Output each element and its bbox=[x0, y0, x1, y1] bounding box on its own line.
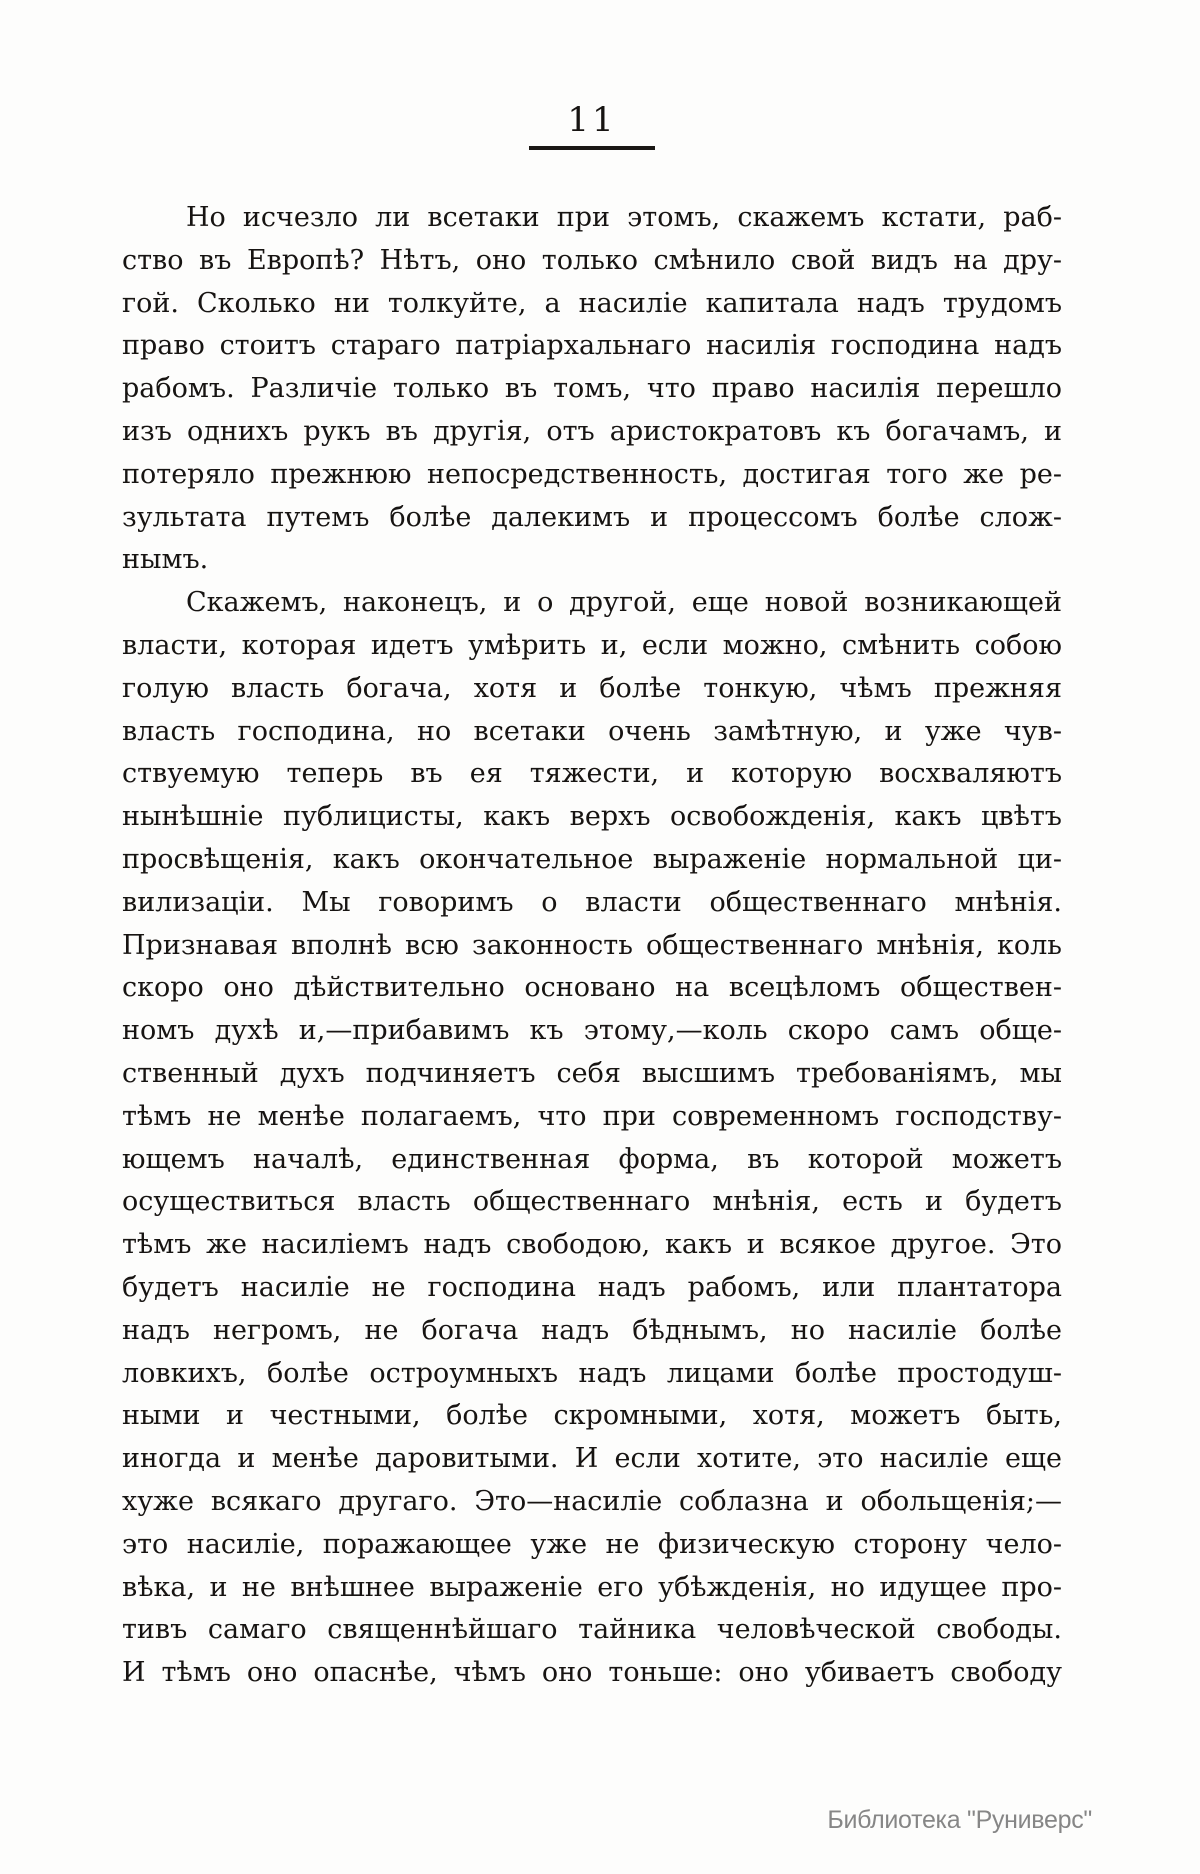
text-line: потеряло прежнюю непосредственность, достигая того же ре- bbox=[122, 458, 1062, 490]
text-line: голую власть богача, хотя и болѣе тонкую, чѣмъ прежняя bbox=[122, 672, 1062, 704]
page-number: 11 bbox=[529, 100, 654, 150]
text-line: гой. Сколько ни толкуйте, а насиліе капитала надъ трудомъ bbox=[122, 287, 1062, 319]
page-header bbox=[122, 100, 1062, 150]
text-line: иногда и менѣе даровитыми. И если хотите, это насиліе еще bbox=[122, 1443, 1062, 1475]
text-line: вѣка, и не внѣшнее выраженіе его убѣжденія, но идущее про- bbox=[122, 1571, 1062, 1603]
watermark: Библиотека "Руниверс" bbox=[827, 1806, 1092, 1834]
text-line: тивъ самаго священнѣйшаго тайника человѣческой свободы. bbox=[122, 1614, 1062, 1646]
text-line: Скажемъ, наконецъ, и о другой, еще новой возникающей bbox=[186, 587, 1062, 619]
text-line: будетъ насиліе не господина надъ рабомъ, или плантатора bbox=[122, 1271, 1062, 1303]
text-line: ловкихъ, болѣе остроумныхъ надъ лицами болѣе простодуш- bbox=[122, 1357, 1062, 1389]
text-line: ными и честными, болѣе скромными, хотя, можетъ быть, bbox=[122, 1400, 1062, 1432]
text-line: власть господина, но всетаки очень замѣтную, и уже чув- bbox=[122, 715, 1062, 747]
text-line: Признавая вполнѣ всю законность общественнаго мнѣнія, коль bbox=[122, 929, 1062, 961]
text-line: хуже всякаго другаго. Это—насиліе соблазна и обольщенія;— bbox=[122, 1485, 1062, 1517]
text-line: вилизаціи. Мы говоримъ о власти общественнаго мнѣнія. bbox=[122, 886, 1062, 918]
text-line: тѣмъ не менѣе полагаемъ, что при современномъ господству- bbox=[122, 1100, 1062, 1132]
text-line: нынѣшніе публицисты, какъ верхъ освобожденія, какъ цвѣтъ bbox=[122, 801, 1062, 833]
text-line: ющемъ началѣ, единственная форма, въ которой можетъ bbox=[122, 1143, 1062, 1175]
text-line: нымъ. bbox=[122, 544, 209, 576]
text-line: ство въ Европѣ? Нѣтъ, оно только смѣнило свой видъ на дру- bbox=[122, 244, 1062, 276]
text-line: тѣмъ же насиліемъ надъ свободою, какъ и всякое другое. Это bbox=[122, 1229, 1062, 1261]
text-line: надъ негромъ, не богача надъ бѣднымъ, но насиліе болѣе bbox=[122, 1314, 1062, 1346]
text-line: это насиліе, поражающее уже не физическую сторону чело- bbox=[122, 1528, 1062, 1560]
page-text-block bbox=[122, 197, 1062, 1695]
text-line: власти, которая идетъ умѣрить и, если можно, смѣнить собою bbox=[122, 629, 1062, 661]
text-line: ственный духъ подчиняетъ себя высшимъ требованіямъ, мы bbox=[122, 1057, 1062, 1089]
text-line: зультата путемъ болѣе далекимъ и процессомъ болѣе слож- bbox=[122, 501, 1062, 533]
text-line: рабомъ. Различіе только въ томъ, что право насилія перешло bbox=[122, 373, 1062, 405]
text-line: право стоитъ стараго патріархальнаго насилія господина надъ bbox=[122, 330, 1062, 362]
text-line: осуществиться власть общественнаго мнѣнія, есть и будетъ bbox=[122, 1186, 1062, 1218]
text-line: Но исчезло ли всетаки при этомъ, скажемъ кстати, раб- bbox=[186, 202, 1062, 233]
text-line: скоро оно дѣйствительно основано на всецѣломъ обществен- bbox=[122, 972, 1062, 1004]
text-line: И тѣмъ оно опаснѣе, чѣмъ оно тоньше: оно убиваетъ свободу bbox=[122, 1657, 1062, 1689]
text-line: ствуемую теперь въ ея тяжести, и которую восхваляютъ bbox=[122, 758, 1062, 790]
text-line: просвѣщенія, какъ окончательное выраженіе нормальной ци- bbox=[122, 843, 1062, 875]
text-line: изъ однихъ рукъ въ другія, отъ аристократовъ къ богачамъ, и bbox=[122, 415, 1062, 447]
text-line: номъ духѣ и,—прибавимъ къ этому,—коль скоро самъ обще- bbox=[122, 1015, 1062, 1047]
